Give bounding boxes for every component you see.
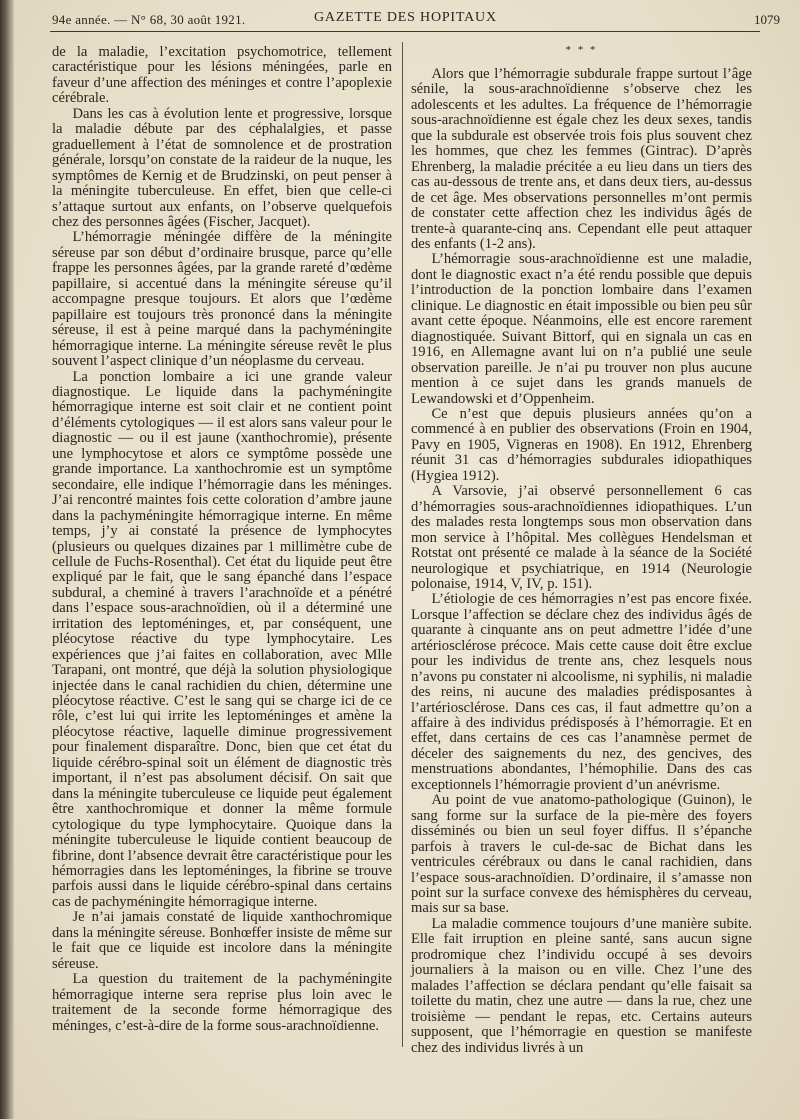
column-divider	[402, 42, 403, 1047]
running-header	[40, 4, 780, 30]
paragraph: L’hémorragie méningée diffère de la méningite séreuse par son début d’ordinaire brusque, parce qu’elle frappe les personnes âgées, par la grande rareté d’œdème papillaire, si accentué dans la méningite séreuse qu’il accompagne presque toujours. Et alors que l’œdème papillaire est toujours très prononcé dans la méningite séreuse, il est à peine marqué dans la pachyméningite hémorragique interne. La méningite séreuse revêt le plus souvent l’aspect clinique d’un néoplasme du cerveau.	[52, 229, 392, 370]
paragraph: La maladie commence toujours d’une manière subite. Elle fait irruption en pleine santé, sans aucun signe prodromique chez l’individu occupé à ses devoirs journaliers à la maison ou en ville. Chez l’une des malades l’affection se déclara pendant qu’elle faisait sa toilette du matin, chez une autre — dans la rue, chez une troisième — pendant le repas, etc. Certains auteurs supposent, que l’hémorragie en question se manifeste chez des individus livrés à un	[411, 915, 752, 1056]
paragraph: Je n’ai jamais constaté de liquide xanthochromique dans la méningite séreuse. Bonhœffer insiste de même sur le fait que ce liquide est incolore dans la méningite séreuse.	[52, 909, 392, 972]
paragraph: La question du traitement de la pachyméningite hémorragique interne sera reprise plus loin avec le traitement de la seconde forme hémorragique des méninges, c’est-à-dire de la forme sous-arachnoïdienne.	[52, 971, 392, 1034]
paragraph: Dans les cas à évolution lente et progressive, lorsque la maladie débute par des céphalalgies, et passe graduellement à l’état de somnolence et de prostration générale, lorsqu’on constate de la raideur de la nuque, les symptômes de Kernig et de Brudzinski, on peut penser à la méningite tuberculeuse. En effet, bien que celle-ci s’attaque surtout aux enfants, on l’observe quelquefois chez des personnes âgées (Fischer, Jacquet).	[52, 105, 392, 230]
paragraph: A Varsovie, j’ai observé personnellement 6 cas d’hémorragies sous-arachnoïdiennes idiopathiques. L’un des malades resta longtemps sous mon observation dans mon service à l’hôpital. Mes collègues Hendelsman et Rotstat ont présenté ce malade à la séance de la Société neurologique et psychiatrique, en 1914 (Neurologie polonaise, 1914, V, IV, p. 151).	[411, 483, 752, 592]
journal-title: GAZETTE DES HOPITAUX	[314, 10, 497, 25]
paragraph: Ce n’est que depuis plusieurs années qu’on a commencé à en publier des observations (Froin en 1904, Pavy en 1905, Vigneras en 1908). En 1912, Ehrenberg réunit 31 cas d’hémorragies subdurales idiopathiques (Hygiea 1912).	[411, 405, 752, 484]
left-column	[52, 45, 392, 1034]
page-binding-edge	[0, 0, 14, 1119]
issue-info: 94e année. — N° 68, 30 août 1921.	[52, 12, 246, 27]
paragraph: de la maladie, l’excitation psychomotrice, tellement caractéristique pour les lésions méningées, parle en faveur d’une affection des méninges et contre l’apoplexie cérébrale.	[52, 44, 392, 107]
paragraph: Au point de vue anatomo-pathologique (Guinon), le sang forme sur la surface de la pie-mère des foyers disséminés ou bien un seul foyer diffus. Il s’épanche parfois à travers le cul-de-sac de Bichat dans les ventricules cérébraux ou dans le canal rachidien, dans l’espace sous-arachnoïdien. D’ordinaire, il s’amasse non point sur la surface convexe des hémisphères du cerveau, mais sur sa base.	[411, 792, 752, 917]
paragraph: Alors que l’hémorragie subdurale frappe surtout l’âge sénile, la sous-arachnoïdienne s’observe chez les adolescents et les adultes. La fréquence de l’hémorragie sous-arachnoïdienne est égale chez les deux sexes, tandis que la subdurale est observée trois fois plus souvent chez les hommes, que chez les femmes (Gintrac). D’après Ehrenberg, la maladie précitée a eu lieu dans un tiers des cas au-dessous de trente ans, et dans deux tiers, au-dessus de cet âge. Mes observations personnelles m’ont permis de constater cette affection chez les individus âgés de trente-à quarante-cinq ans. Cependant elle peut attaquer des enfants (1-2 ans).	[411, 66, 752, 252]
section-separator: * * *	[565, 44, 598, 56]
page-number: 1079	[754, 12, 780, 27]
right-column	[411, 45, 752, 1056]
paragraph: L’hémorragie sous-arachnoïdienne est une maladie, dont le diagnostic exact n’a été rendu possible que depuis l’introduction de la ponction lombaire dans l’examen clinique. Le diagnostic en était impossible ou bien peu sûr avant cette époque. Néanmoins, elle est encore rarement diagnostiquée. Suivant Bittorf, qui en signala un cas en 1916, en Allemagne avant lui on n’a publié une seule observation pareille. Je n’ai pu trouver non plus aucune mention à ce sujet dans les grands manuels de Lewandowski et d’Oppenheim.	[411, 251, 752, 407]
paragraph: La ponction lombaire a ici une grande valeur diagnostique. Le liquide dans la pachyméningite hémorragique interne est soit clair et ne contient point d’éléments cytologiques — il est alors sans valeur pour le diagnostic — ou il est jaune (xanthochromie), présente une lymphocytose et alors ce symptôme possède une grande importance. La xanthochromie est un symptôme secondaire, elle indique l’hémorragie dans les méninges. J’ai rencontré maintes fois cette coloration d’ambre jaune dans la pachyméningite hémorragique interne. En même temps, j’y ai constaté la présence de lymphocytes (plusieurs ou quelques dizaines par 1 millimètre cube de cellule de Fuchs-Rosenthal). Cet état du liquide peut être expliqué par le fait, que le sang épanché dans l’espace subdural, a cheminé à travers l’arachnoïde et a pénétré dans l’espace sous-arachnoïdien, où il a déterminé une irritation des leptoméninges, et, par conséquent, une pléocytose réactive du type lymphocytaire. Les expériences que j’ai faites en collaboration, avec Mlle Tarapani, ont montré, que déjà la solution physiologique injectée dans le canal rachidien du chien, détermine une pléocytose réactive. C’est le sang qui se charge ici de ce rôle, c’est lui qui irrite les leptoméninges et amène la pléocytose réactive, laquelle diminue progressivement pour finalement disparaître. Donc, bien que cet état du liquide cérébro-spinal soit un élément de diagnostic très important, il n’est pas absolument décisif. On sait que dans la méningite tuberculeuse ce liquide peut également être xanthochromique et donner la même formule cytologique du type lymphocytaire. Quoique dans la méningite tuberculeuse le liquide contient beaucoup de fibrine, dont l’absence devrait être caractéristique pour les hémorragies dans les leptoméninges, la fibrine se trouve parfois aussi dans le liquide cérébro-spinal dans certains cas de pachyméningite hémorragique interne.	[52, 368, 392, 910]
header-rule	[50, 31, 760, 32]
paragraph: L’étiologie de ces hémorragies n’est pas encore fixée. Lorsque l’affection se déclare chez des individus âgés de quarante à cinquante ans on peut admettre l’idée d’une artériosclérose précoce. Mais cette cause doit être exclue pour les individus de trente ans, chez lesquels nous n’avons pu constater ni alcoolisme, ni syphilis, ni maladie des reins, ni aucune des maladies prédisposantes à l’artériosclérose. Dans ces cas, il faut admettre qu’on a affaire à des individus prédisposés à l’hémorragie. Et en effet, dans certains de ces cas l’anamnèse permet de déceler des saignements du nez, des gencives, des menstruations abondantes, l’hémophilie. Dans des cas exceptionnels l’hémorragie provient d’un anévrisme.	[411, 591, 752, 793]
